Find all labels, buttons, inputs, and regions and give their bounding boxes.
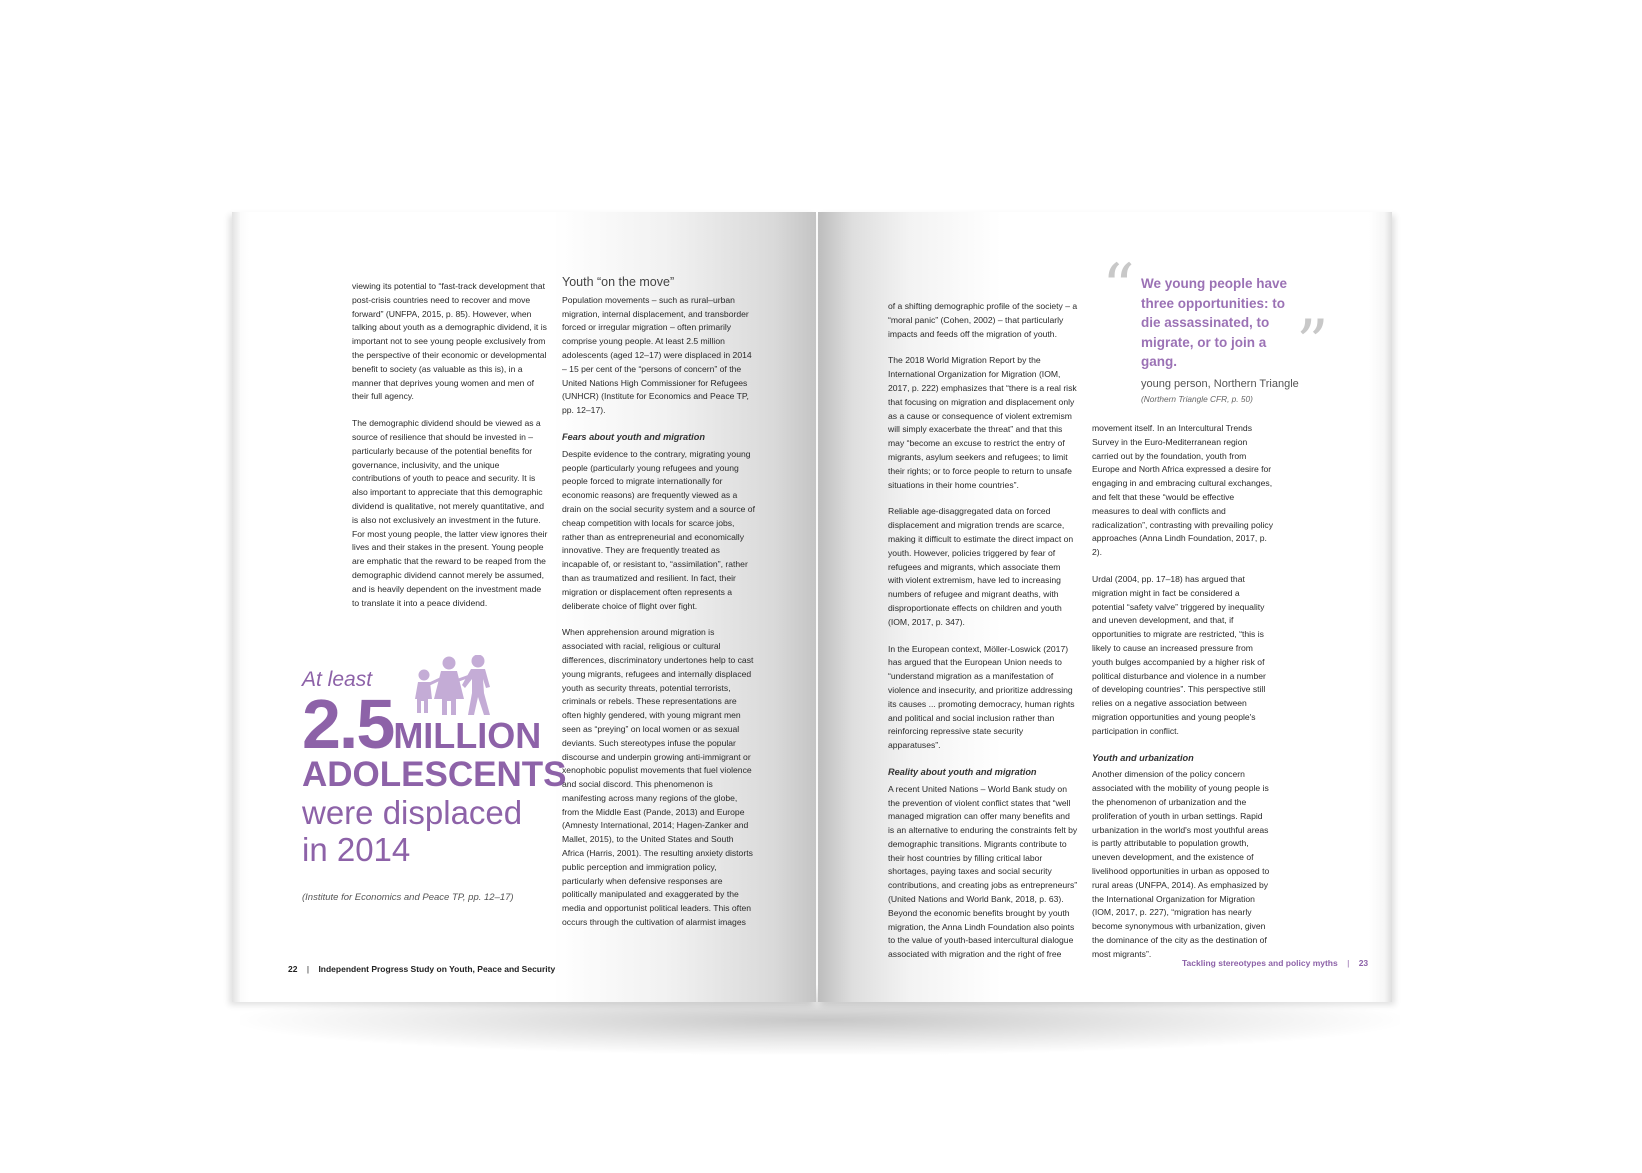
page-number: 23 bbox=[1358, 958, 1369, 968]
paragraph: When apprehension around migration is associated with racial, religious or cultural differences, discriminatory undertones help to cast young migrants, refugees and internally displaced youth as security threats, potential terrorists, criminals or rebels. These representations are often highly gendered, with young migrant men seen as “preying” on local women or as sexual deviants. Such stereotypes infuse the popular discourse and underpin growing anti-immigrant or xenophobic populist movements that fuel violence and social discord. This phenomenon is manifesting across many regions of the globe, from the Middle East (Pande, 2013) and Europe (Amnesty International, 2014; Hagen-Zanker and Mallet, 2015), to the United States and South Africa (Harris, 2001). The resulting anxiety distorts public perception and immigration policy, particularly when defensive responses are politically manipulated and exaggerated by the media and opportunist political leaders. This often occurs through the cultivation of alarmist images bbox=[562, 627, 754, 928]
stat-source: (Institute for Economics and Peace TP, pp. 12–17) bbox=[302, 892, 514, 903]
stat-number: 2.5 bbox=[302, 685, 394, 763]
paragraph: The demographic dividend should be viewed as a source of resilience that should be invested in – particularly because of the potential benefits for governance, inclusivity, and the unique contributions of youth to peace and security. It is also important to appreciate that this demographic dividend is qualitative, not merely quantitative, and is also not exclusively an investment in the future. For most young people, the latter view ignores their lives and their stakes in the present. Young people are emphatic that the reward to be reaped from the demographic dividend cannot merely be assumed, and is heavily dependent on the investment made to translate it into a peace dividend. bbox=[352, 418, 548, 608]
stat-line-year: in 2014 bbox=[302, 831, 411, 868]
subheading: Youth and urbanization bbox=[1092, 752, 1194, 763]
stat-number-line bbox=[302, 685, 542, 763]
right-footer bbox=[1182, 958, 1368, 968]
quote-author: young person, Northern Triangle bbox=[1141, 377, 1299, 390]
statistic-callout bbox=[302, 668, 567, 868]
close-quote-icon: ” bbox=[1296, 307, 1329, 381]
paragraph: Urdal (2004, pp. 17–18) has argued that migration might in fact be considered a potential “safety valve” triggered by inequality and uneven development, and that, if opportunities to migrate are restricted, “this is likely to cause an increased pressure from youth bulges accompanied by a higher risk of political disturbance and violence in a number of developing countries”. This perspective still relies on a negative association between migration opportunities and young people's participation in conflict. bbox=[1092, 573, 1266, 736]
stat-adolescents: ADOLESCENTS bbox=[302, 755, 567, 794]
right-column-2 bbox=[1092, 422, 1274, 974]
subheading: Reality about youth and migration bbox=[888, 766, 1037, 777]
left-column-2 bbox=[562, 276, 756, 943]
paragraph: In the European context, Möller-Loswick (2017) has argued that the European Union needs to “understand migration as a manifestation of violence and insecurity, and prioritize addressing its causes ... promoting democracy, human rights and political and social inclusion rather than reinforcing repressive state security apparatuses”. bbox=[888, 643, 1075, 751]
quote-source: (Northern Triangle CFR, p. 50) bbox=[1141, 393, 1253, 404]
paragraph: viewing its potential to “fast-track development that post-crisis countries need to recover and move forward” (UNFPA, 2015, p. 85). However, when talking about youth as a demographic dividend, it is important not to see young people exclusively from the perspective of their economic or developmental benefit to society (as valuable as this is), in a manner that deprives young women and men of their full agency. bbox=[352, 281, 547, 402]
pull-quote bbox=[1141, 274, 1303, 404]
paragraph: Despite evidence to the contrary, migrating young people (particularly young refugees and young people forced to migrate internationally for economic reasons) are frequently viewed as a drain on the social security system and a source of cheap competition with locals for scarce jobs, rather than as entrepreneurial and economically innovative. They are frequently treated as incapable of, or resistant to, “assimilation”, rather than as traumatized and resilient. In fact, their migration or displacement often represents a deliberate choice of flight over fight. bbox=[562, 448, 755, 611]
stat-line-displaced: were displaced bbox=[302, 794, 523, 831]
stat-at-least: At least bbox=[302, 668, 373, 691]
right-page-edge bbox=[1384, 212, 1392, 1002]
quote-text: We young people have three opportunities: to die assassinated, to migrate, or to join a gang. bbox=[1141, 276, 1288, 369]
paragraph: Another dimension of the policy concern associated with the mobility of young people is the phenomenon of urbanization and the proliferation of youth in urban settings. Rapid urbanization in the world's most youthful areas is partly attributable to population growth, uneven development, and the existence of livelihood opportunities in urban as opposed to rural areas (UNFPA, 2014). As emphasized by the International Organization for Migration (IOM, 2017, p. 227), “migration has nearly become synonymous with urbanization, given the dominance of the city as the destination of most migrants”. bbox=[1092, 769, 1270, 959]
right-column-1 bbox=[888, 300, 1078, 975]
paragraph: A recent United Nations – World Bank study on the prevention of violent conflict states that “well managed migration can offer many benefits and is an alternative to enduring the constraints felt by demographic transitions. Migrants contribute to their host countries by filling critical labor shortages, paying taxes and social security contributions, and creating jobs as entrepreneurs” (United Nations and World Bank, 2018, p. 63). Beyond the economic benefits brought by youth migration, the Anna Lindh Foundation also points to the value of youth-based intercultural dialogue associated with migration and the right of free bbox=[888, 783, 1078, 960]
footer-separator: | bbox=[1347, 958, 1350, 968]
footer-separator: | bbox=[306, 964, 310, 974]
paragraph: The 2018 World Migration Report by the International Organization for Migration (IOM, 2017, p. 222) emphasizes that “there is a real risk that focusing on migration and displacement only as a cause or consequence of violent extremism will simply exacerbate the threat” and that this may “become an excuse to restrict the entry of migrants, asylum seekers and refugees; to limit their rights; or to force people to return to unsafe situations in their home countries”. bbox=[888, 355, 1077, 490]
left-footer bbox=[288, 964, 555, 974]
subheading: Fears about youth and migration bbox=[562, 431, 705, 442]
left-page-edge bbox=[232, 212, 240, 1002]
paragraph: movement itself. In an Intercultural Trends Survey in the Euro-Mediterranean region carried out by the foundation, youth from Europe and North Africa expressed a desire for engaging in and embracing cultural exchanges, and felt that these “would be effective measures to deal with conflicts and radicalization”, contrasting with prevailing policy approaches (Anna Lindh Foundation, 2017, p. 2). bbox=[1092, 423, 1274, 558]
paragraph: of a shifting demographic profile of the society – a “moral panic” (Cohen, 2002) – that particularly impacts and feeds off the migration of youth. bbox=[888, 301, 1078, 339]
section-heading: Youth “on the move” bbox=[562, 275, 675, 289]
footer-title: Independent Progress Study on Youth, Peace and Security bbox=[318, 964, 556, 974]
open-quote-icon: “ bbox=[1102, 251, 1135, 325]
footer-title: Tackling stereotypes and policy myths bbox=[1182, 958, 1338, 968]
paragraph: Population movements – such as rural–urban migration, internal displacement, and transborder forced or irregular migration – often primarily comprise young people. At least 2.5 million adolescents (aged 12–17) were displaced in 2014 – 15 per cent of the “persons of concern” of the United Nations High Commissioner for Refugees (UNHCR) (Institute for Economics and Peace TP, pp. 12–17). bbox=[562, 294, 752, 416]
page-number: 22 bbox=[288, 964, 298, 974]
stat-million: MILLION bbox=[393, 715, 542, 756]
paragraph: Reliable age-disaggregated data on forced displacement and migration trends are scarce, making it difficult to estimate the direct impact on youth. However, policies triggered by fear of refugees and migrants, which associate them with violent extremism, have led to increasing numbers of refugee and migrant deaths, with disproportionate effects on children and youth (IOM, 2017, p. 347). bbox=[888, 506, 1074, 627]
left-column-1 bbox=[352, 280, 548, 623]
